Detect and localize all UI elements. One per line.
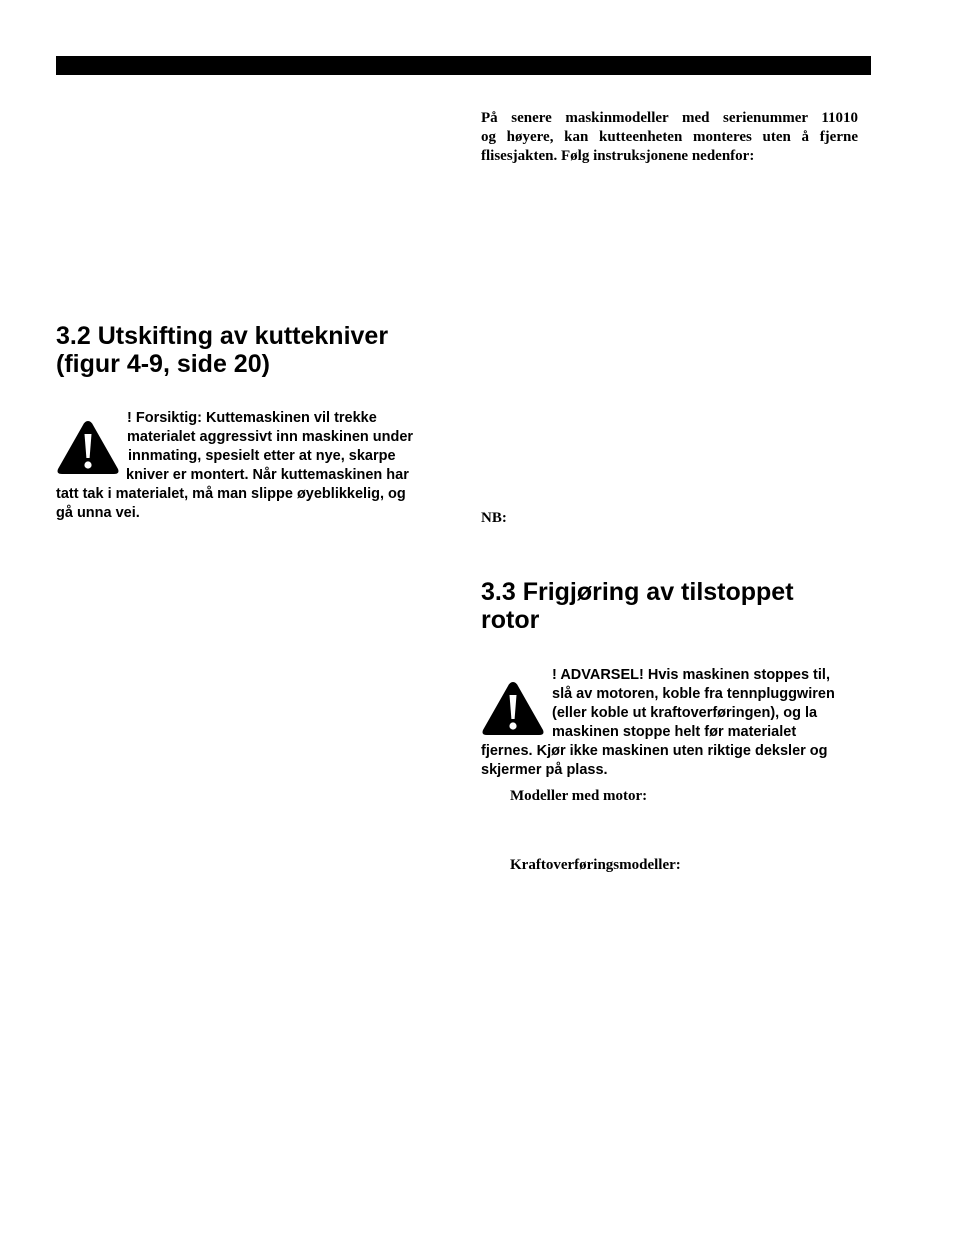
danger-warning	[481, 666, 871, 780]
model-pto-label: Kraftoverføringsmodeller:	[510, 857, 681, 873]
warning-line: gå unna vei.	[56, 505, 140, 521]
intro-line: og høyere, kan kutteenheten monteres uten å fjerne	[481, 129, 858, 145]
model-motor-label: Modeller med motor:	[510, 788, 648, 804]
warning-line: skjermer på plass.	[481, 762, 608, 778]
warning-line: slå av motoren, koble fra tennpluggwiren	[552, 686, 835, 702]
header-bar	[56, 56, 871, 75]
warning-line: kniver er montert. Når kuttemaskinen har	[126, 467, 409, 483]
warning-line: innmating, spesielt etter at nye, skarpe	[128, 448, 396, 464]
warning-line: maskinen stoppe helt før materialet	[552, 724, 797, 740]
warning-line: (eller koble ut kraftoverføringen), og la	[552, 705, 818, 721]
warning-line: materialet aggressivt inn maskinen under	[127, 429, 414, 445]
nb-label: NB:	[481, 510, 507, 526]
caution-warning	[56, 409, 446, 523]
intro-paragraph	[481, 109, 858, 166]
heading-line: rotor	[481, 606, 540, 634]
warning-line: ! Forsiktig: Kuttemaskinen vil trekke	[127, 410, 377, 426]
intro-line: På senere maskinmodeller med serienummer 11010	[481, 110, 858, 126]
heading-line: 3.2 Utskifting av kuttekniver	[56, 322, 389, 350]
heading-line: (figur 4-9, side 20)	[56, 350, 270, 378]
warning-line: fjernes. Kjør ikke maskinen uten riktige deksler og	[481, 743, 828, 759]
section-heading-3-2	[56, 322, 456, 378]
warning-line: tatt tak i materialet, må man slippe øyeblikkelig, og	[56, 486, 406, 502]
intro-line: flisesjakten. Følg instruksjonene nedenfor:	[481, 148, 755, 164]
heading-line: 3.3 Frigjøring av tilstoppet	[481, 578, 794, 606]
warning-line: ! ADVARSEL! Hvis maskinen stoppes til,	[552, 667, 830, 683]
section-heading-3-3	[481, 578, 871, 634]
